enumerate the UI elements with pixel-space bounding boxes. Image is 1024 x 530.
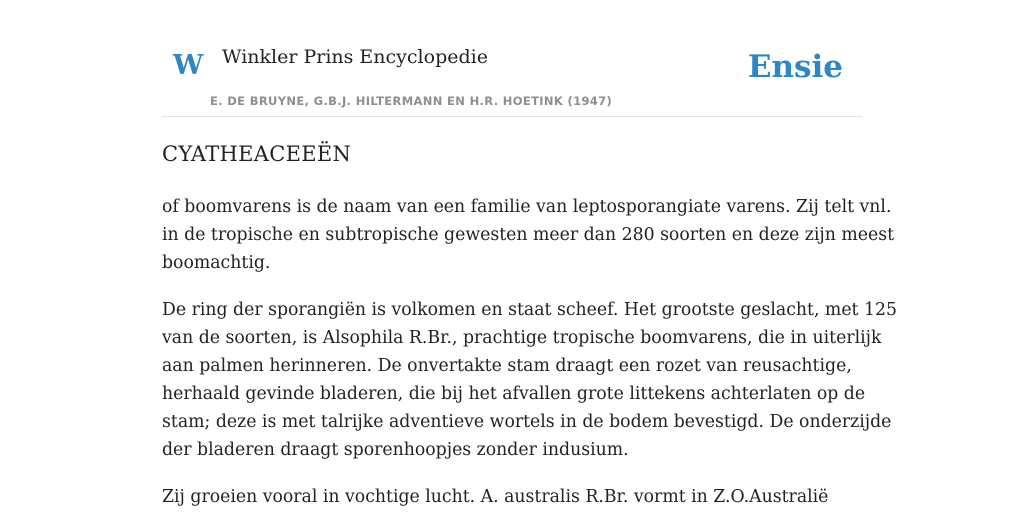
text-line: De ring der sporangiën is volkomen en staat scheef. Het grootste geslacht, met 125	[162, 300, 897, 320]
article-body	[162, 193, 897, 530]
text-line: aan palmen herinneren. De onvertakte stam draagt een rozet van reusachtige,	[162, 356, 852, 376]
text-line: of boomvarens is de naam van een familie van leptosporangiate varens. Zij telt vnl.	[162, 197, 892, 217]
article-paragraph	[162, 193, 895, 277]
site-header	[162, 0, 862, 117]
ensie-logo-link[interactable]: Ensie	[747, 49, 843, 85]
article-paragraph	[162, 483, 862, 511]
text-line: herhaald gevinde bladeren, die bij het afvallen grote littekens achterlaten op de	[162, 384, 866, 404]
text-line: van de soorten, is Alsophila R.Br., prachtige tropische boomvarens, die in uiterlijk	[162, 328, 882, 348]
text-line: boomachtig.	[162, 253, 271, 273]
winkler-prins-logo[interactable]: W	[173, 50, 204, 81]
text-line: Zij groeien vooral in vochtige lucht. A. australis R.Br. vormt in Z.O.Australië	[162, 487, 829, 507]
encyclopedia-authors: E. DE BRUYNE, G.B.J. HILTERMANN EN H.R. HOETINK (1947)	[210, 94, 613, 108]
article-title: CYATHEACEEËN	[162, 142, 352, 166]
text-line: stam; deze is met talrijke adventieve wortels in de bodem bevestigd. De onderzijde	[162, 412, 892, 432]
text-line: in de tropische en subtropische gewesten meer dan 280 soorten en deze zijn meest	[162, 225, 895, 245]
article-paragraph	[162, 296, 897, 464]
encyclopedia-title[interactable]: Winkler Prins Encyclopedie	[222, 46, 488, 68]
page	[162, 0, 897, 512]
text-line: der bladeren draagt sporenhoopjes zonder indusium.	[162, 440, 629, 460]
